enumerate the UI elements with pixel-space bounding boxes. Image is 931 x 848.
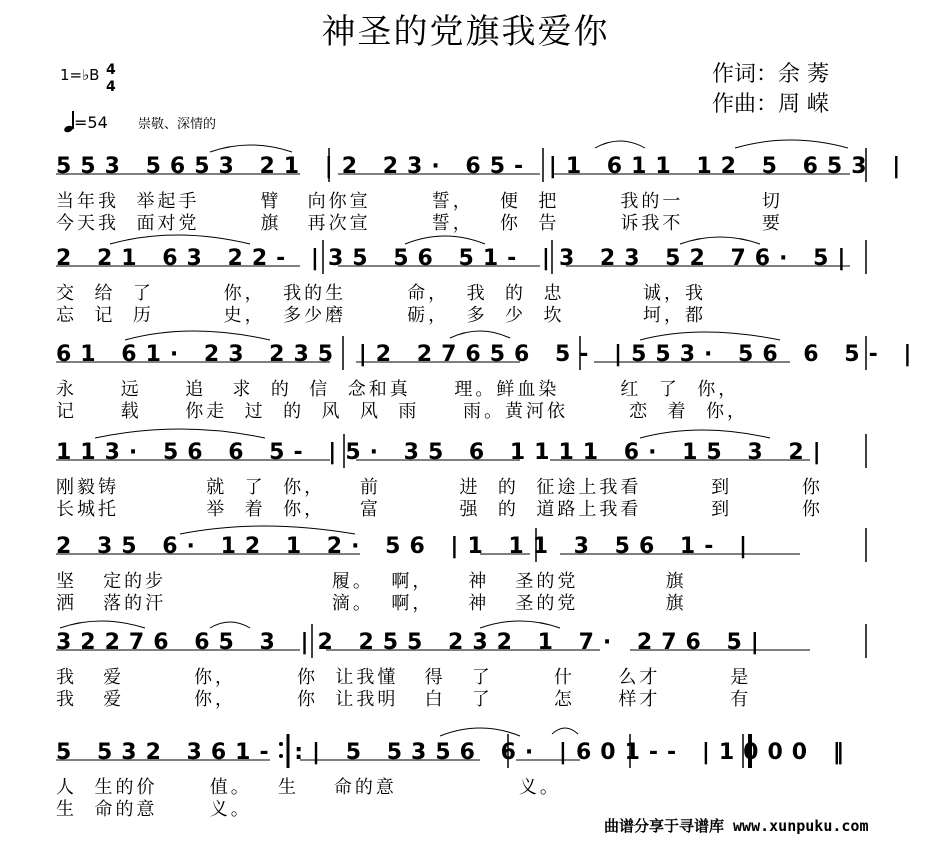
system-3-lyric-1: 永 远 追 求 的 信 念和真 理。鲜血染 红 了 你，	[56, 379, 740, 400]
system-5-notes: 2 35 6· 12 1 2· 56 |1 11 3 56 1- |	[56, 534, 757, 559]
system-4-lyric-1: 刚毅铸 就 了 你， 前 进 的 征途上我看 到 你	[56, 477, 823, 498]
system-2-lyric-1: 交 给 了 你， 我的生 命， 我 的 忠 诚，我	[56, 283, 706, 304]
system-7-lyric-2: 生 命的意 义。	[56, 799, 252, 820]
tempo-value: =54	[74, 113, 108, 132]
score-system-3	[0, 318, 931, 422]
composer: 作曲：周 嵘	[712, 92, 829, 117]
system-4-lyric-2: 长城托 举 着 你， 富 强 的 道路上我看 到 你	[56, 499, 823, 520]
score-system-5	[0, 510, 931, 614]
tempo-marking	[64, 110, 108, 132]
time-top: 4	[106, 62, 116, 78]
system-3-lyric-2: 记 载 你走 过 的 风 风 雨 雨。黄河依 恋 着 你，	[56, 401, 748, 422]
quarter-note-icon	[64, 110, 74, 132]
system-2-notes: 2 21 63 22- |35 56 51- |3 23 52 76· 5|	[56, 246, 855, 271]
time-signature	[106, 62, 116, 96]
score-system-7	[0, 716, 931, 820]
score-system-6	[0, 606, 931, 710]
footer-credit: 曲谱分享于寻谱库 www.xunpuku.com	[604, 817, 869, 835]
score-system-1	[0, 130, 931, 234]
system-3-notes: 61 61· 23 235 |2 27656 5- |553· 56 6 5- |	[56, 342, 921, 367]
credits	[712, 60, 829, 120]
song-title: 神圣的党旗我爱你	[321, 12, 610, 52]
system-4-notes: 113· 56 6 5- |5· 35 6 1111 6· 15 3 2|	[56, 440, 830, 465]
system-1-lyric-2: 今天我 面对党 旗 再次宣 誓， 你 告 诉我不 要	[56, 213, 783, 234]
system-7-lyric-1: 人 生的价 值。 生 命的意 义。	[56, 777, 561, 798]
lyricist: 作词：余 莠	[712, 62, 829, 87]
system-2-lyric-2: 忘 记 历 史， 多少磨 砺， 多 少 坎 坷，都	[56, 305, 706, 326]
system-5-lyric-1: 坚 定的步 履。 啊， 神 圣的党 旗	[56, 571, 687, 592]
score-system-4	[0, 416, 931, 520]
key-signature: 1=♭B	[60, 66, 100, 84]
system-6-lyric-2: 我 爱 你， 你 让我明 白 了 怎 样才 有	[56, 689, 752, 710]
system-5-lyric-2: 洒 落的汗 滴。 啊， 神 圣的党 旗	[56, 593, 687, 614]
system-6-lyric-1: 我 爱 你， 你 让我懂 得 了 什 么才 是	[56, 667, 752, 688]
system-1-lyric-1: 当年我 举起手 臂 向你宣 誓， 便 把 我的一 切	[56, 191, 783, 212]
system-1-notes: 553 5653 21 |2 23· 65- |1 611 12 5 653 |	[56, 154, 910, 179]
system-6-notes: 32276 65 3 |2 255 232 1 7· 276 5|	[56, 630, 768, 655]
score-system-2	[0, 222, 931, 326]
expression-marking: 崇敬、深情的	[138, 117, 217, 132]
time-bottom: 4	[106, 79, 116, 95]
system-7-notes: 5 532 361- :| 5 5356 6· |601-- |1000 ‖	[56, 740, 853, 765]
